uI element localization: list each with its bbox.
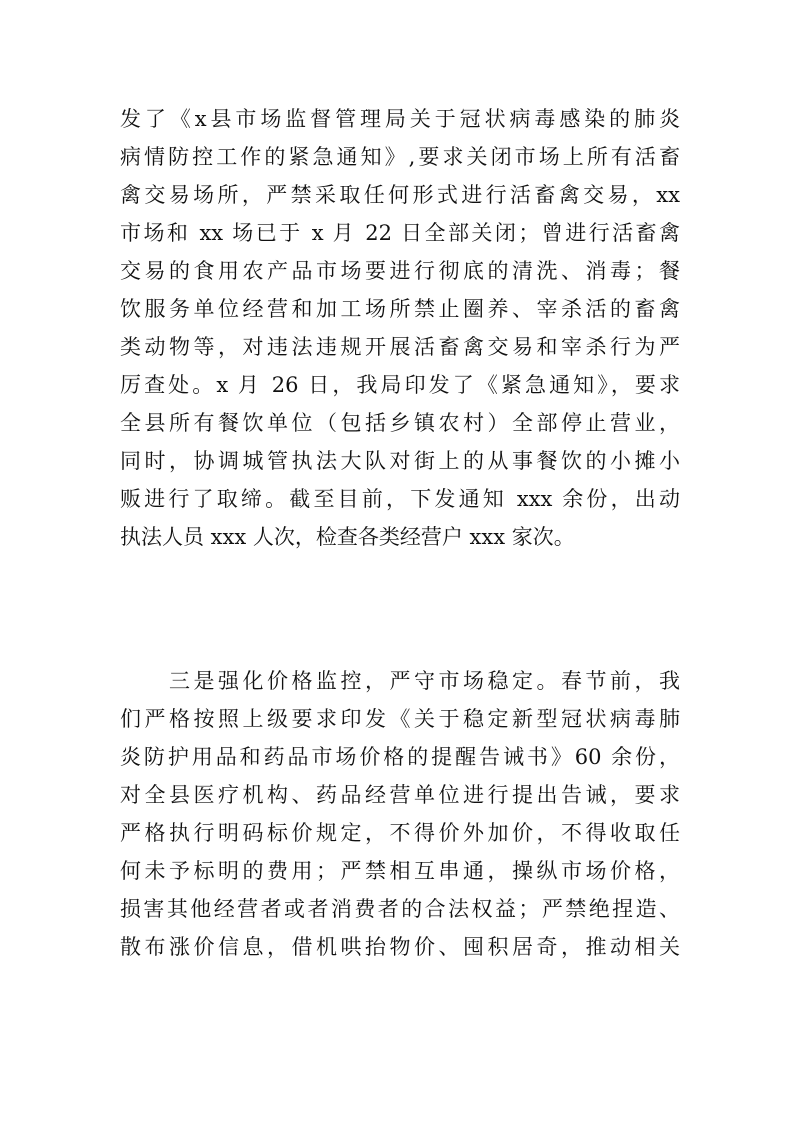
text-line: 交易的食用农产品市场要进行彻底的清洗、消毒；餐 bbox=[120, 259, 680, 283]
text-line: 三是强化价格监控，严守市场稳定。春节前，我 bbox=[120, 669, 680, 693]
text-line: 执法人员 xxx 人次，检查各类经营户 xxx 家次。 bbox=[120, 525, 575, 549]
text-line: 严格执行明码标价规定，不得价外加价，不得收取任 bbox=[120, 821, 680, 845]
text-line: 全县所有餐饮单位（包括乡镇农村）全部停止营业， bbox=[120, 411, 680, 435]
text-line: 厉查处。x 月 26 日，我局印发了《紧急通知》，要求 bbox=[120, 373, 680, 397]
paragraph-market-closure bbox=[120, 100, 680, 556]
text-line: 贩进行了取缔。截至目前，下发通知 xxx 余份，出动 bbox=[120, 487, 680, 511]
text-line: 市场和 xx 场已于 x 月 22 日全部关闭；曾进行活畜禽 bbox=[120, 221, 680, 245]
text-line: 何未予标明的费用；严禁相互串通，操纵市场价格， bbox=[120, 859, 680, 883]
text-line: 发了《x县市场监督管理局关于冠状病毒感染的肺炎 bbox=[120, 107, 680, 131]
text-line: 散布涨价信息，借机哄抬物价、囤积居奇，推动相关 bbox=[120, 935, 680, 959]
text-line: 同时，协调城管执法大队对街上的从事餐饮的小摊小 bbox=[120, 449, 680, 473]
text-line: 禽交易场所，严禁采取任何形式进行活畜禽交易，xx bbox=[120, 183, 680, 207]
text-line: 损害其他经营者或者消费者的合法权益；严禁绝捏造、 bbox=[120, 897, 680, 921]
text-line: 们严格按照上级要求印发《关于稳定新型冠状病毒肺 bbox=[120, 707, 680, 731]
text-line: 饮服务单位经营和加工场所禁止圈养、宰杀活的畜禽 bbox=[120, 297, 680, 321]
text-line: 类动物等，对违法违规开展活畜禽交易和宰杀行为严 bbox=[120, 335, 680, 359]
paragraph-price-monitoring bbox=[120, 662, 680, 966]
text-line: 对全县医疗机构、药品经营单位进行提出告诫，要求 bbox=[120, 783, 680, 807]
text-line: 病情防控工作的紧急通知》,要求关闭市场上所有活畜 bbox=[120, 145, 680, 169]
text-line: 炎防护用品和药品市场价格的提醒告诫书》60 余份， bbox=[120, 745, 680, 769]
